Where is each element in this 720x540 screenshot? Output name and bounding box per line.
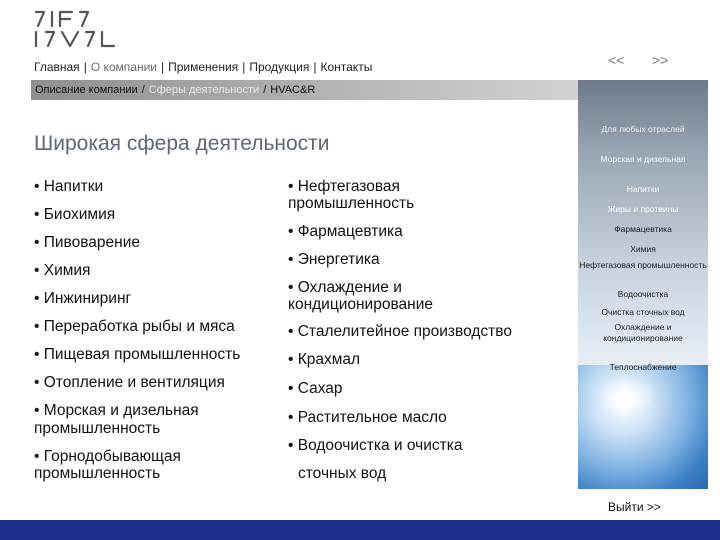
list-item: • Инжиниринг xyxy=(34,290,132,307)
sidebar-item-fats-proteins[interactable]: Жиры и протеины xyxy=(607,204,679,214)
sidebar-item-marine-diesel[interactable]: Морская и дизельная xyxy=(600,154,686,164)
industries-sidebar xyxy=(578,80,708,489)
breadcrumb-company[interactable]: Описание компании xyxy=(35,84,138,96)
breadcrumb-hvacr[interactable]: HVAC&R xyxy=(270,84,316,96)
list-item: • Химия xyxy=(34,262,91,279)
list-item: • Крахмал xyxy=(288,351,361,368)
list-item: • Пивоварение xyxy=(34,234,140,251)
nav-separator: | xyxy=(242,60,246,74)
exit-button[interactable]: Выйти >> xyxy=(608,500,661,514)
sidebar-item-wastewater[interactable]: Очистка сточных вод xyxy=(601,307,685,317)
footer-bar xyxy=(0,520,720,540)
list-item: • Морская и дизельная xyxy=(34,402,199,419)
breadcrumb-separator: / xyxy=(263,84,267,96)
list-item-continuation: кондиционирование xyxy=(288,296,433,313)
sidebar-item-chemistry[interactable]: Химия xyxy=(630,244,656,254)
nav-products[interactable]: Продукция xyxy=(249,60,310,74)
list-item: • Горнодобывающая xyxy=(34,448,181,465)
sidebar-item-cooling[interactable]: Охлаждение и кондиционирование xyxy=(603,322,683,343)
water-splash-image xyxy=(578,365,708,489)
list-item: • Пищевая промышленность xyxy=(34,346,241,363)
sidebar-item-beverages[interactable]: Напитки xyxy=(626,184,660,194)
list-item: • Сталелитейное производство xyxy=(288,323,512,340)
nav-applications[interactable]: Применения xyxy=(168,60,239,74)
industries-list-right xyxy=(288,0,568,540)
page-title: Широкая сфера деятельности xyxy=(34,132,330,155)
sidebar-item-oil-gas[interactable]: Нефтегазовая промышленность xyxy=(579,260,707,270)
next-page-button[interactable]: >> xyxy=(652,52,669,68)
list-item: • Фармацевтика xyxy=(288,223,403,240)
sidebar-item-all-industries[interactable]: Для любых отраслей xyxy=(601,124,685,134)
nav-separator: | xyxy=(313,60,317,74)
nav-about[interactable]: О компании xyxy=(90,60,157,74)
nav-separator: | xyxy=(83,60,87,74)
breadcrumb-fields[interactable]: Сферы деятельности xyxy=(148,84,260,96)
breadcrumb-separator: / xyxy=(141,84,145,96)
sidebar-item-heat-supply[interactable]: Теплоснабжение xyxy=(609,362,677,372)
list-item-continuation: сточных вод xyxy=(298,465,387,482)
list-item-continuation: промышленность xyxy=(34,465,161,482)
sidebar-item-water-treatment[interactable]: Водоочистка xyxy=(617,289,669,299)
nav-separator: | xyxy=(161,60,165,74)
industries-list-left xyxy=(34,0,284,540)
list-item: • Растительное масло xyxy=(288,409,447,426)
sidebar-item-pharmaceutics[interactable]: Фармацевтика xyxy=(614,224,672,234)
list-item: • Сахар xyxy=(288,380,343,397)
list-item: • Энергетика xyxy=(288,251,380,268)
nav-home[interactable]: Главная xyxy=(34,60,80,74)
list-item: • Биохимия xyxy=(34,206,116,223)
prev-page-button[interactable]: << xyxy=(608,52,625,68)
nav-contacts[interactable]: Контакты xyxy=(320,60,373,74)
list-item: • Охлаждение и xyxy=(288,279,402,296)
list-item: • Отопление и вентиляция xyxy=(34,374,225,391)
list-item: • Нефтегазовая xyxy=(288,178,400,195)
list-item-continuation: промышленность xyxy=(34,420,161,437)
list-item: • Переработка рыбы и мяса xyxy=(34,318,235,335)
list-item: • Напитки xyxy=(34,178,104,195)
list-item: • Водоочистка и очистка xyxy=(288,437,463,454)
list-item-continuation: промышленность xyxy=(288,195,415,212)
